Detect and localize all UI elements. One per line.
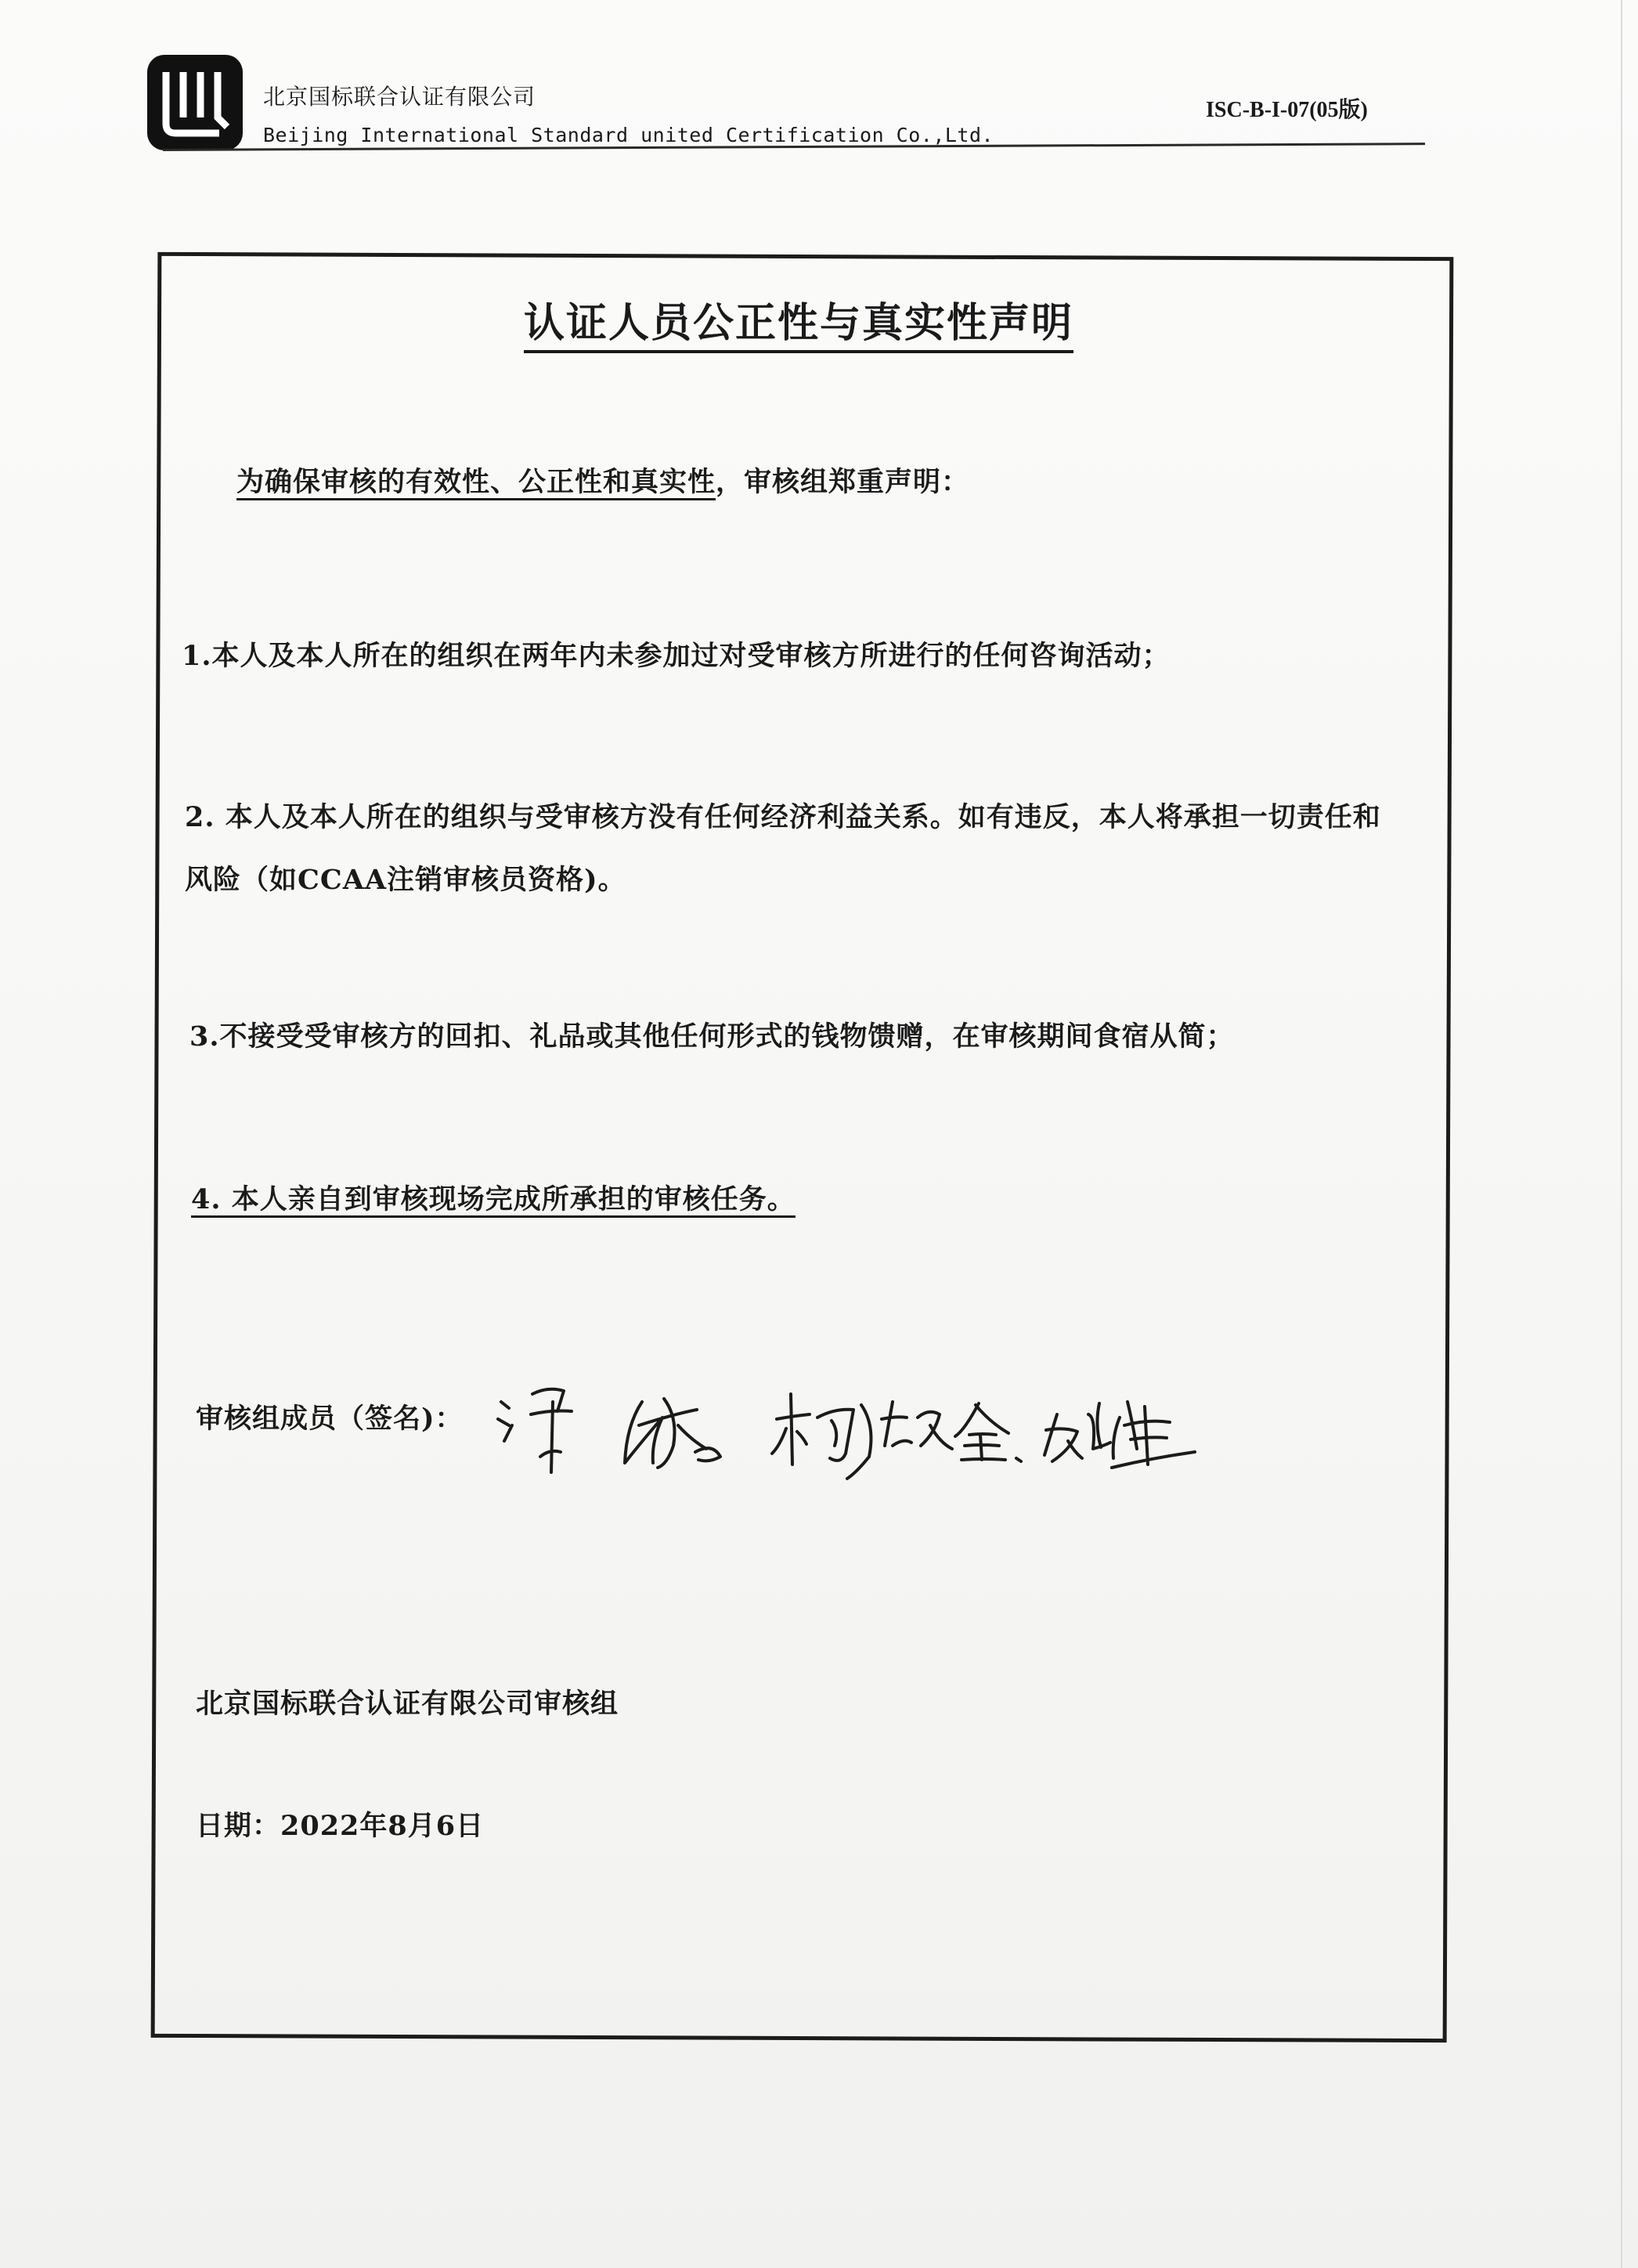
document-code: ISC-B-I-07(05版) [1206, 98, 1368, 122]
declaration-item-4 [191, 1168, 796, 1231]
intro-underlined-text: 为确保审核的有效性、公正性和真实性 [236, 466, 716, 500]
declaration-frame [151, 252, 1454, 2042]
declaration-item-4-text: 4. 本人亲自到审核现场完成所承担的审核任务。 [191, 1183, 796, 1218]
page-edge [1621, 0, 1622, 2268]
company-name-cn: 北京国标联合认证有限公司 [263, 84, 536, 110]
company-name-en: Beijing International Standard united Certification Co.,Ltd. [263, 124, 994, 146]
title-text: 认证人员公正性与真实性声明 [524, 300, 1073, 353]
handwritten-signatures [485, 1371, 1237, 1496]
declaration-item-2-continued: 风险（如CCAA注销审核员资格)。 [185, 864, 626, 896]
document-title [0, 290, 1597, 349]
organization-name: 北京国标联合认证有限公司审核组 [196, 1688, 619, 1720]
declaration-item-3: 3.不接受受审核方的回扣、礼品或其他任何形式的钱物馈赠，在审核期间食宿从简； [189, 1020, 1235, 1053]
intro-paragraph [236, 451, 969, 514]
declaration-date: 日期：2022年8月6日 [196, 1810, 485, 1842]
intro-rest-text: ，审核组郑重声明： [716, 466, 970, 498]
signature-label: 审核组成员（签名)： [196, 1403, 464, 1435]
declaration-item-2: 2. 本人及本人所在的组织与受审核方没有任何经济利益关系。如有违反，本人将承担一切责任和 [185, 801, 1381, 833]
company-logo-icon [144, 52, 246, 153]
declaration-item-1: 1.本人及本人所在的组织在两年内未参加过对受审核方所进行的任何咨询活动； [182, 640, 1171, 672]
